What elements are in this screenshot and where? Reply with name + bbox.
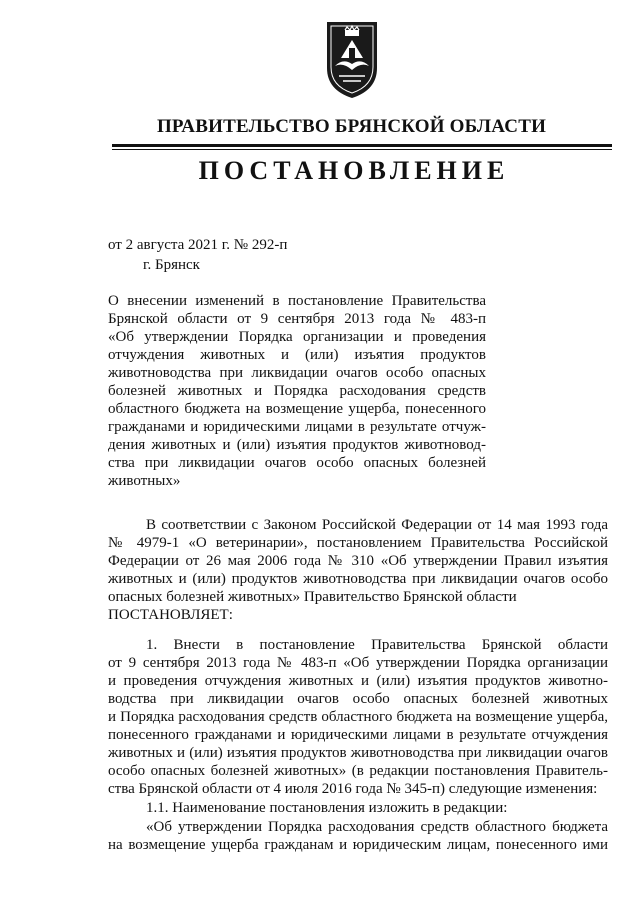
subject-line: отчуждения животных и (или) изъятия продуктов <box>108 347 486 363</box>
item-1-line: и Порядка расходования средств областного бюджета на возмещение ущерба, <box>108 709 608 725</box>
item-1-line: от 9 сентября 2013 года № 483-п «Об утверждении Порядка организации <box>108 655 608 671</box>
item-1-line: особо опасных болезней животных» (в редакции постановления Правитель- <box>108 763 608 779</box>
subject-line: областного бюджета на возмещение ущерба, понесенного <box>108 401 486 417</box>
quote-line: «Об утверждении Порядка расходования средств областного бюджета <box>146 819 608 835</box>
preamble-line: Федерации от 26 мая 2006 года № 310 «Об утверждении Правил изъятия <box>108 553 608 569</box>
subject-line: дения животных и (или) изъятия продуктов животновод- <box>108 437 486 453</box>
quote-line: на возмещение ущерба гражданам и юридическим лицам, понесенного ими <box>108 837 608 853</box>
preamble-line: животных и (или) продуктов животноводства при ликвидации очагов особо <box>108 571 608 587</box>
document-date-number: от 2 августа 2021 г. № 292-п <box>108 237 288 253</box>
item-1-line: понесенного гражданами и юридическими лицами в результате отчуждения <box>108 727 608 743</box>
subject-line: животноводства при ликвидации очагов особо опасных <box>108 365 486 381</box>
item-1-1: 1.1. Наименование постановления изложить в редакции: <box>146 800 508 816</box>
document-type-title: ПОСТАНОВЛЕНИЕ <box>198 156 510 185</box>
subject-line: животных» <box>108 473 181 489</box>
subject-line: болезней животных и Порядка расходования средств <box>108 383 486 399</box>
item-1-line: водства при ликвидации очагов особо опасных болезней животных <box>108 691 608 707</box>
government-title: ПРАВИТЕЛЬСТВО БРЯНСКОЙ ОБЛАСТИ <box>156 116 547 137</box>
subject-line: «Об утверждении Порядка организации и проведения <box>108 329 486 345</box>
document-city: г. Брянск <box>143 257 200 273</box>
item-1-line: и проведения отчуждения животных и (или) изъятия продуктов животно- <box>108 673 608 689</box>
subject-line: Брянской области от 9 сентября 2013 года № 483-п <box>108 311 486 327</box>
item-1-line: животных и (или) изъятия продуктов животноводства при ликвидации очагов <box>108 745 608 761</box>
preamble-line: В соответствии с Законом Российской Федерации от 14 мая 1993 года <box>146 517 608 533</box>
subject-line: ства при ликвидации очагов особо опасных болезней <box>108 455 486 471</box>
item-1-line: ства Брянской области от 4 июля 2016 года № 345-п) следующие изменения: <box>108 781 598 797</box>
subject-line: О внесении изменений в постановление Правительства <box>108 293 486 309</box>
subject-line: гражданами и юридическими лицами в результате отчуж- <box>108 419 486 435</box>
header-rule-thick <box>112 144 612 147</box>
item-1-line: 1. Внести в постановление Правительства Брянской области <box>146 637 608 653</box>
preamble-line: № 4979-1 «О ветеринарии», постановлением Правительства Российской <box>108 535 608 551</box>
preamble-line: опасных болезней животных» Правительство Брянской области <box>108 589 517 605</box>
preamble-decree-word: ПОСТАНОВЛЯЕТ: <box>108 607 233 623</box>
coat-of-arms-icon <box>323 18 381 100</box>
header-rule-thin <box>112 149 612 150</box>
